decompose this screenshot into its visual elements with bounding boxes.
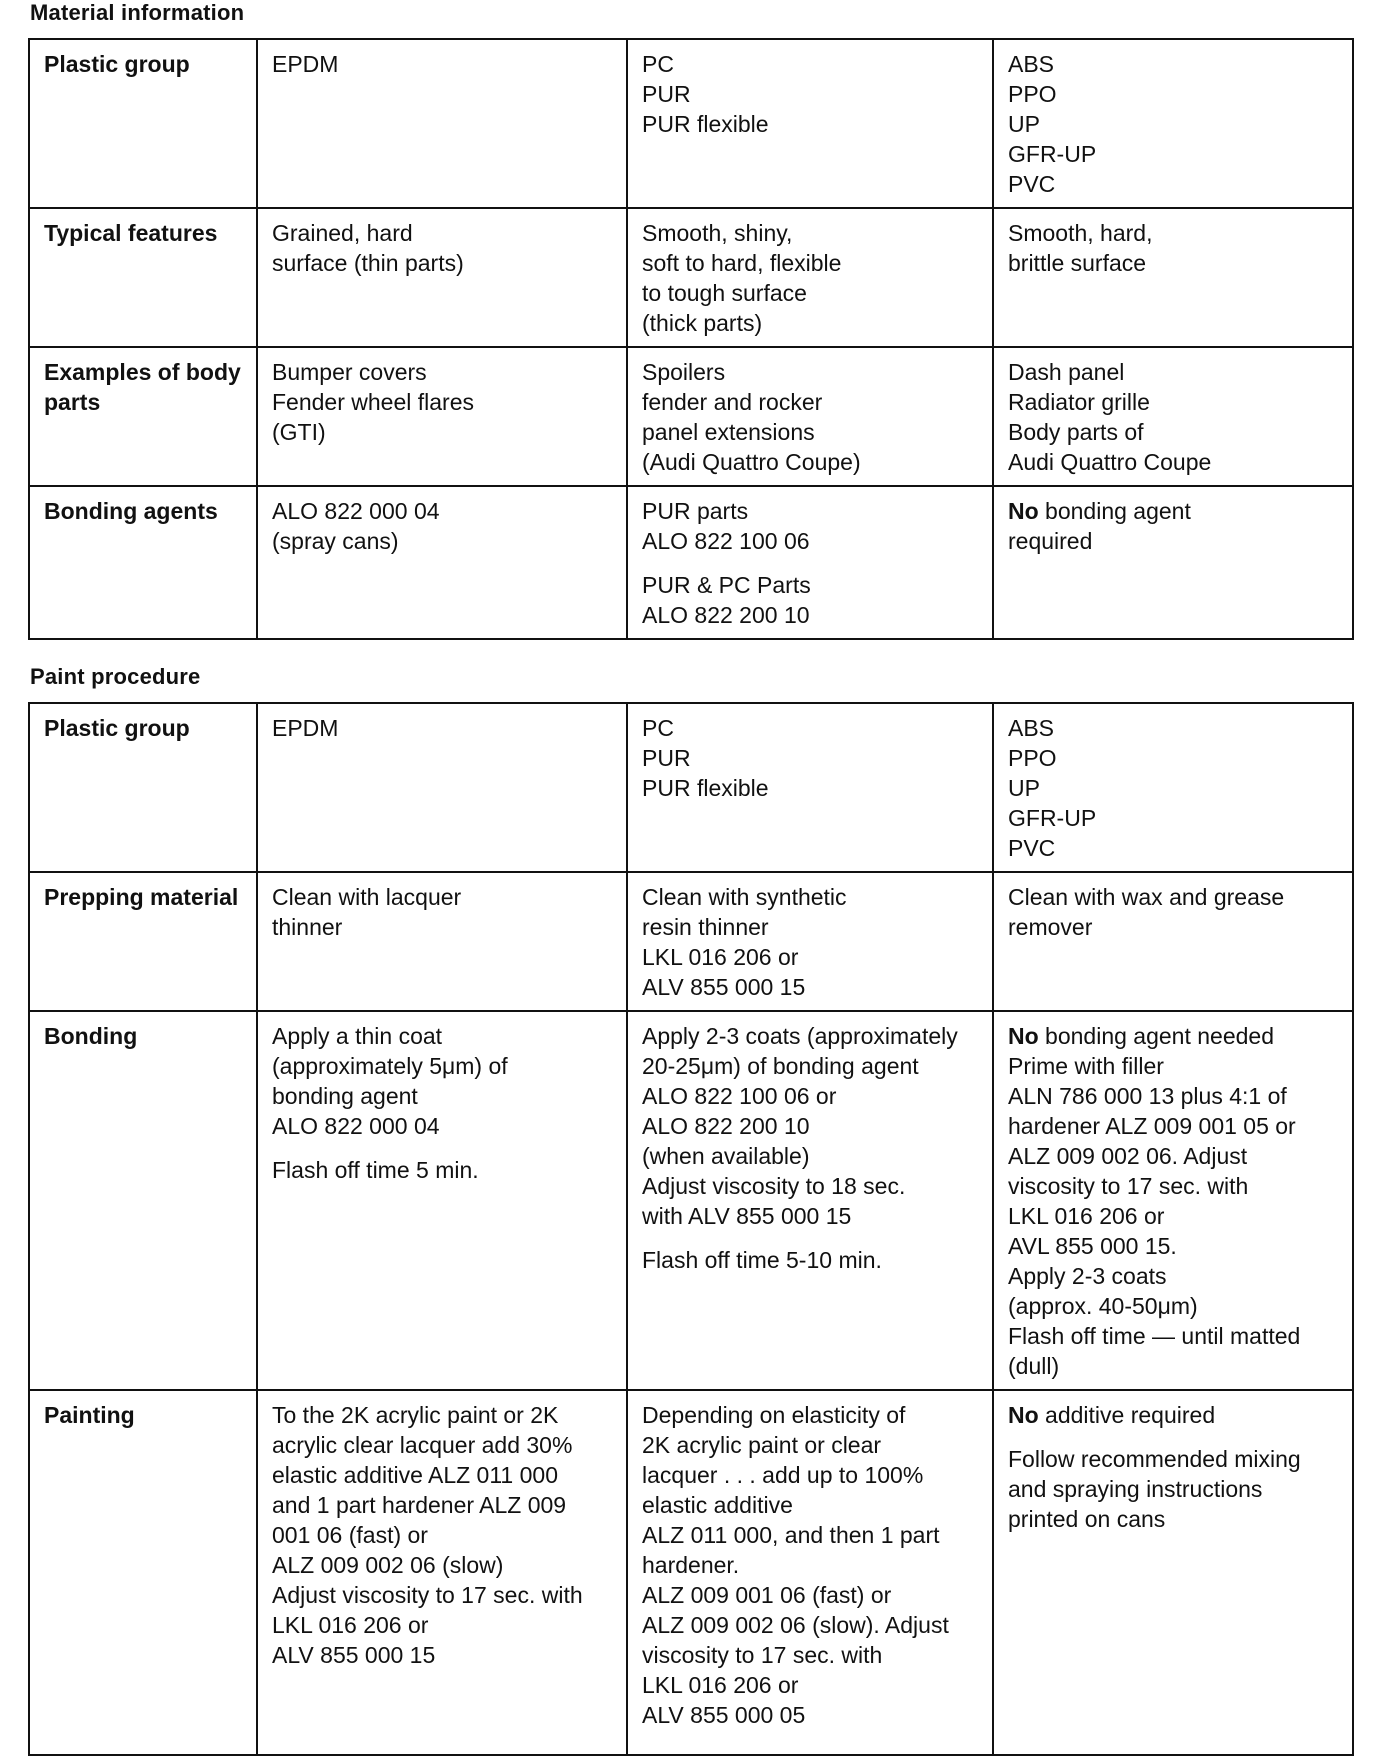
cell-epdm: Apply a thin coat (approximately 5μm) of bonding agent ALO 822 000 04 Flash off time 5 min. bbox=[257, 1011, 627, 1390]
row-label: Plastic group bbox=[29, 39, 257, 208]
cell-pc-pur: Smooth, shiny, soft to hard, flexible to tough surface (thick parts) bbox=[627, 208, 993, 347]
cell-pc-pur: Apply 2-3 coats (approximately 20-25μm) of bonding agent ALO 822 100 06 or ALO 822 200 10 (when available) Adjust viscosity to 18 sec. with ALV 855 000 15 Flash off time 5-10 min. bbox=[627, 1011, 993, 1390]
cell-abs-group: Smooth, hard, brittle surface bbox=[993, 208, 1353, 347]
cell-abs-group: ABS PPO UP GFR-UP PVC bbox=[993, 39, 1353, 208]
row-label: Plastic group bbox=[29, 703, 257, 872]
cell-abs-group: ABS PPO UP GFR-UP PVC bbox=[993, 703, 1353, 872]
cell-epdm: EPDM bbox=[257, 39, 627, 208]
cell-pc-pur: PC PUR PUR flexible bbox=[627, 39, 993, 208]
paint-procedure-title: Paint procedure bbox=[30, 664, 201, 689]
cell-abs-group: No bonding agent required bbox=[993, 486, 1353, 639]
row-bonding bbox=[29, 1011, 1353, 1390]
row-label: Examples of body parts bbox=[29, 347, 257, 486]
cell-epdm: To the 2K acrylic paint or 2K acrylic clear lacquer add 30% elastic additive ALZ 011 000 and 1 part hardener ALZ 009 001 06 (fast) or ALZ 009 002 06 (slow) Adjust viscosity to 17 sec. with LKL 016 206 or ALV 855 000 15 bbox=[257, 1390, 627, 1755]
material-information-table bbox=[28, 38, 1354, 640]
cell-epdm: Clean with lacquer thinner bbox=[257, 872, 627, 1011]
cell-abs-group: Clean with wax and grease remover bbox=[993, 872, 1353, 1011]
row-prepping-material bbox=[29, 872, 1353, 1011]
row-label: Prepping material bbox=[29, 872, 257, 1011]
row-examples-of-body-parts bbox=[29, 347, 1353, 486]
cell-epdm: Bumper covers Fender wheel flares (GTI) bbox=[257, 347, 627, 486]
row-bonding-agents bbox=[29, 486, 1353, 639]
cell-pc-pur: Spoilers fender and rocker panel extensions (Audi Quattro Coupe) bbox=[627, 347, 993, 486]
row-plastic-group bbox=[29, 703, 1353, 872]
cell-epdm: ALO 822 000 04 (spray cans) bbox=[257, 486, 627, 639]
material-information-title: Material information bbox=[30, 0, 245, 25]
cell-pc-pur: PC PUR PUR flexible bbox=[627, 703, 993, 872]
row-label: Typical features bbox=[29, 208, 257, 347]
cell-abs-group: No additive required Follow recommended mixing and spraying instructions printed on cans bbox=[993, 1390, 1353, 1755]
cell-pc-pur: Clean with synthetic resin thinner LKL 016 206 or ALV 855 000 15 bbox=[627, 872, 993, 1011]
paint-procedure-table bbox=[28, 702, 1354, 1756]
row-label: Painting bbox=[29, 1390, 257, 1755]
row-label: Bonding agents bbox=[29, 486, 257, 639]
cell-epdm: Grained, hard surface (thin parts) bbox=[257, 208, 627, 347]
cell-abs-group: No bonding agent needed Prime with filler ALN 786 000 13 plus 4:1 of hardener ALZ 009 001 05 or ALZ 009 002 06. Adjust viscosity to 17 sec. with LKL 016 206 or AVL 855 000 15. Apply 2-3 coats (approx. 40-50μm) Flash off time — until matted (dull) bbox=[993, 1011, 1353, 1390]
row-painting bbox=[29, 1390, 1353, 1755]
row-label: Bonding bbox=[29, 1011, 257, 1390]
row-plastic-group bbox=[29, 39, 1353, 208]
cell-abs-group: Dash panel Radiator grille Body parts of Audi Quattro Coupe bbox=[993, 347, 1353, 486]
cell-pc-pur: Depending on elasticity of 2K acrylic paint or clear lacquer . . . add up to 100% elastic additive ALZ 011 000, and then 1 part hardener. ALZ 009 001 06 (fast) or ALZ 009 002 06 (slow). Adjust viscosity to 17 sec. with LKL 016 206 or ALV 855 000 05 bbox=[627, 1390, 993, 1755]
cell-pc-pur: PUR parts ALO 822 100 06 PUR & PC Parts ALO 822 200 10 bbox=[627, 486, 993, 639]
row-typical-features bbox=[29, 208, 1353, 347]
cell-epdm: EPDM bbox=[257, 703, 627, 872]
